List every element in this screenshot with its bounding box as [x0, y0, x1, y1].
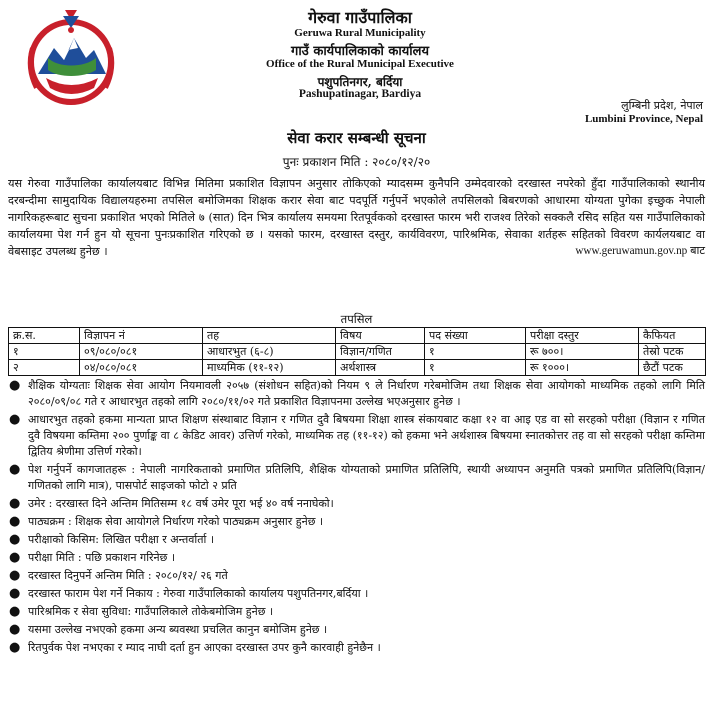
- website-link[interactable]: www.geruwamun.gov.np बाट: [575, 245, 705, 257]
- province-np: लुम्बिनी प्रदेश, नेपाल: [621, 99, 703, 112]
- bullet-icon: ●: [9, 604, 21, 619]
- table-cell: विज्ञान/गणित: [336, 344, 425, 360]
- bullet-icon: ●: [9, 568, 21, 583]
- table-cell: आधारभुत (६-८): [203, 344, 336, 360]
- table-header-cell: विज्ञापन नं: [80, 328, 203, 344]
- list-item: ● उमेर : दरखास्त दिने अन्तिम मितिसम्म १८ वर्ष उमेर पूरा भई ४० वर्ष ननाघेको।: [9, 496, 334, 511]
- table-header-cell: कैफियत: [639, 328, 706, 344]
- vacancy-table: [8, 327, 706, 376]
- list-item: ● आधारभुत तहको हकमा मान्यता प्राप्त शिक्षण संस्थाबाट विज्ञान र गणित दुवै बिषयमा शिक्षा शास्त्र संकायबाट कक्षा १२ वा आइ एड वा सो सरहको परीक्षा (विज्ञान र गणित दुवै विषयमा कम्तिमा २०० पुर्णाङ्क वा ८ केडिट आवर) उत्तिर्ण गरेको, माध्यमिक तह (११-१२) को हकमा भने अर्थशास्त्र बिषयमा स्नातकोत्तर तह वा सो सरहको परीक्षा कम्तिमा द्वितिय श्रेणीमा उत्तिर्ण गरेको।: [9, 412, 705, 458]
- table-cell: १: [425, 360, 526, 376]
- intro-paragraph: [8, 175, 705, 260]
- table-header-cell: परीक्षा दस्तुर: [526, 328, 639, 344]
- list-item: ● पाठ्यक्रम : शिक्षक सेवा आयोगले निर्धारण गरेको पाठ्यक्रम अनुसार हुनेछ ।: [9, 514, 324, 529]
- table-caption: तपसिल: [340, 312, 373, 326]
- office-name-en: Office of the Rural Municipal Executive: [266, 58, 454, 70]
- table-cell: ०४/०८०/०८१: [80, 360, 203, 376]
- table-cell: अर्थशास्त्र: [336, 360, 425, 376]
- table-cell: ०९/०८०/०८१: [80, 344, 203, 360]
- table-cell: २: [9, 360, 80, 376]
- table-header-row: [9, 328, 706, 344]
- intro-end: उपलब्ध हुनेछ ।: [45, 245, 108, 258]
- bullet-icon: ●: [9, 550, 21, 565]
- table-header-cell: क्र.स.: [9, 328, 80, 344]
- conditions-list: [0, 378, 705, 658]
- list-item: ● परीक्षा मिति : पछि प्रकाशन गरिनेछ ।: [9, 550, 176, 565]
- bullet-icon: ●: [9, 532, 21, 547]
- table-row: [9, 360, 706, 376]
- table-cell: माध्यमिक (११-१२): [203, 360, 336, 376]
- list-item: ● पारिश्रमिक र सेवा सुविधा: गाउँपालिकाले तोकेबमोजिम हुनेछ ।: [9, 604, 274, 619]
- list-item: ● शैक्षिक योग्यताः शिक्षक सेवा आयोग नियमावली २०५७ (संशोधन सहित)को नियम ९ ले निर्धारण गरेबमोजिम तथा शिक्षक सेवा आयोगको माध्यमिक तहको लागि मिति २०८०/०९/०८ गते र आधारभुत तहको लागि २०८०/११/०२ गते प्रकाशित विज्ञापनमा उल्लेख भएअनुसार हुनेछ ।: [9, 378, 705, 408]
- list-item: ● यसमा उल्लेख नभएको हकमा अन्य ब्यवस्था प्रचलित कानुन बमोजिम हुनेछ ।: [9, 622, 328, 637]
- table-header-cell: पद संख्या: [425, 328, 526, 344]
- place-np: पशुपतिनगर, बर्दिया: [317, 75, 403, 89]
- table-cell: तेस्रो पटक: [639, 344, 706, 360]
- bullet-icon: ●: [9, 640, 21, 655]
- intro-text: यस गेरुवा गाउँपालिका कार्यालयबाट विभिन्न मितिमा प्रकाशित विज्ञापन अनुसार तोकिएको म्यादसम्म कुनैपनि उम्मेदवारको दरखास्त नपरेको हुँदा गाउँपालिकाको स्थानीय दरबन्दीमा सामुदायिक विद्यालयहरुमा तपसिल बमोजिमका शिक्षक करार सेवा बाट पदपूर्ति गर्नुपर्ने भएकोले तपसिलको बिबरणको आधारमा योग्यता पुगेका इच्छुक नेपाली नागरिकहरूबाट सुचना प्रकाशित भएको मितिले ७ (सात) दिन भित्र कार्यालय समयमा रितपूर्वकको दरखास्त फारम भरी राजश्व तिरेको सक्कलै रसिद सहित यस गाउँपालिकाको कार्यालयमा पेश गर्न हुन यो सूचना पुनःप्रकाशित गरिएको छ । यसको फारम, दरखास्त दस्तुर, कार्यविवरण, पारिश्रमिक, सेवाका शर्तहरू सहितको विवरण कार्यलयबाट वा वेबसाइट: [8, 177, 705, 258]
- province-en: Lumbini Province, Nepal: [584, 113, 703, 125]
- bullet-icon: ●: [9, 462, 21, 477]
- bullet-icon: ●: [9, 378, 21, 393]
- bullet-icon: ●: [9, 412, 21, 427]
- nepal-emblem-icon: [18, 8, 124, 112]
- office-name-np: गाउँ कार्यपालिकाको कार्यालय: [291, 44, 429, 59]
- bullet-icon: ●: [9, 622, 21, 637]
- table-header-cell: तह: [203, 328, 336, 344]
- bullet-icon: ●: [9, 496, 21, 511]
- municipality-name-np: गेरुवा गाउँपालिका: [308, 8, 412, 27]
- bullet-icon: ●: [9, 586, 21, 601]
- table-cell: १: [9, 344, 80, 360]
- table-cell: छैटौं पटक: [639, 360, 706, 376]
- place-en: Pashupatinagar, Bardiya: [298, 88, 422, 100]
- table-header-cell: विषय: [336, 328, 425, 344]
- table-cell: रू ७००।: [526, 344, 639, 360]
- list-item: ● दरखास्त फाराम पेश गर्ने निकाय : गेरुवा गाउँपालिकाको कार्यालय पशुपतिनगर,बर्दिया ।: [9, 586, 369, 601]
- notice-title: सेवा करार सम्बन्धी सूचना: [287, 129, 426, 147]
- list-item: ● परीक्षाको किसिम: लिखित परीक्षा र अन्तर्वार्ता ।: [9, 532, 215, 547]
- table-cell: १: [425, 344, 526, 360]
- list-item: ● पेश गर्नुपर्ने कागजातहरू : नेपाली नागरिकताको प्रमाणित प्रतिलिपि, शैक्षिक योग्यताको प्रमाणित प्रतिलिपि, स्थायी अध्यापन अनुमति पत्रको प्रमाणित प्रतिलिपि(विज्ञान/गणितको लागि मात्र), पासपोर्ट साइजको फोटो २ प्रति: [9, 462, 705, 492]
- bullet-icon: ●: [9, 514, 21, 529]
- list-item: ● दरखास्त दिनुपर्ने अन्तिम मिति : २०८०/१२/ २६ गते: [9, 568, 228, 583]
- republish-date: पुनः प्रकाशन मिति : २०८०/१२/२०: [282, 155, 431, 169]
- table-cell: रू १०००।: [526, 360, 639, 376]
- list-item: ● रितपुर्वक पेश नभएका र म्याद नाघी दर्ता हुन आएका दरखास्त उपर कुनै कारवाही हुनेछैन ।: [9, 640, 381, 655]
- municipality-name-en: Geruwa Rural Municipality: [294, 27, 426, 39]
- table-row: [9, 344, 706, 360]
